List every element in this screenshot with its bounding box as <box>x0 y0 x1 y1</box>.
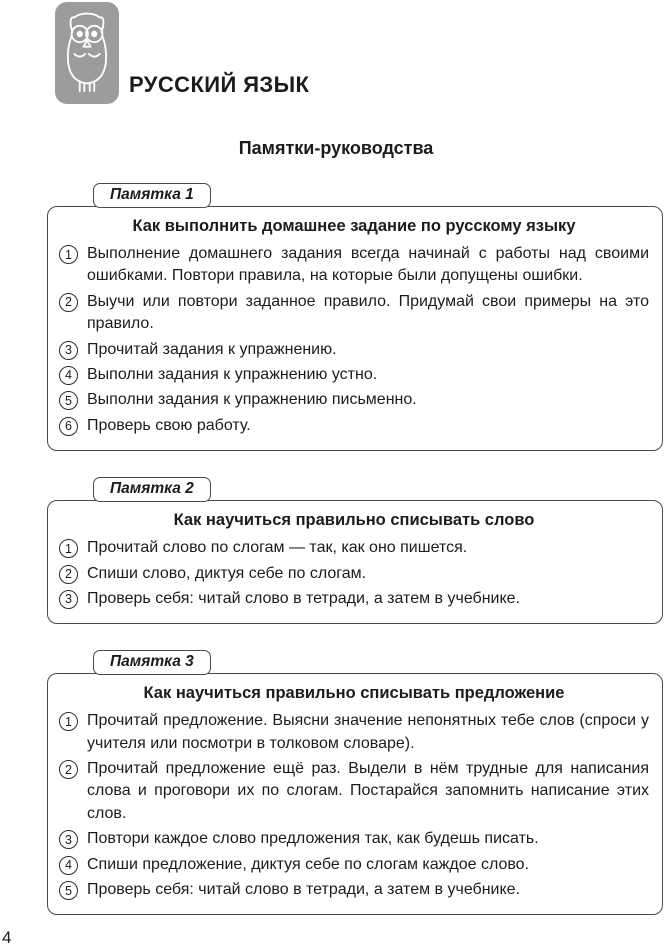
item-number: 2 <box>59 760 78 779</box>
item-text: Выполни задания к упражнению устно. <box>87 365 378 383</box>
item-number: 1 <box>59 712 78 731</box>
list-item <box>59 415 649 437</box>
list-item <box>59 291 649 336</box>
item-number: 2 <box>59 565 78 584</box>
memo-3-tab: Памятка 3 <box>93 650 211 675</box>
page-title: Памятки-руководства <box>238 138 434 158</box>
memo-1-title: Как выполнить домашнее задание по русскому языку <box>132 217 576 235</box>
item-text: Прочитай задания к упражнению. <box>87 340 337 358</box>
memo-section-3 <box>47 648 663 915</box>
item-number: 5 <box>59 391 78 410</box>
item-text: Повтори каждое слово предложения так, как будешь писать. <box>87 830 539 848</box>
item-text: Спиши слово, диктуя себе по слогам. <box>87 564 367 582</box>
list-item <box>59 364 649 386</box>
item-number: 2 <box>59 293 78 312</box>
memo-2-title: Как научиться правильно списывать слово <box>173 511 535 530</box>
item-number: 4 <box>59 366 78 385</box>
item-text: Проверь свою работу. <box>87 416 251 434</box>
item-text: Выполни задания к упражнению письменно. <box>87 391 417 409</box>
item-number: 3 <box>59 341 78 360</box>
memo-3-list <box>59 710 649 901</box>
item-number: 3 <box>59 830 78 849</box>
item-text: Выполнение домашнего задания всегда начинай с работы над своими ошибками. Повтори правила, на которые были допущены ошибки. <box>87 245 649 285</box>
item-text: Прочитай слово по слогам — так, как оно пишется. <box>87 539 468 557</box>
list-item <box>59 854 649 876</box>
memo-1-list <box>59 243 649 437</box>
owl-icon <box>55 2 119 104</box>
memo-2-box <box>47 500 663 624</box>
list-item <box>59 710 649 755</box>
memo-1-box <box>47 206 663 451</box>
list-item <box>59 879 649 901</box>
item-text: Проверь себя: читай слово в тетради, а затем в учебнике. <box>87 881 520 899</box>
item-text: Выучи или повтори заданное правило. Придумай свои примеры на это правило. <box>87 292 649 333</box>
memo-3-box <box>47 673 663 915</box>
memo-section-2 <box>47 475 663 624</box>
list-item <box>59 563 649 585</box>
memo-3-title: Как научиться правильно списывать предложение <box>143 684 565 703</box>
subject-title: РУССКИЙ ЯЗЫК <box>129 72 310 97</box>
memo-1-tab: Памятка 1 <box>93 183 211 208</box>
list-item <box>59 389 649 411</box>
list-item <box>59 828 649 850</box>
page-number: 4 <box>2 928 12 947</box>
item-text: Прочитай предложение. Выясни значение непонятных тебе слов (спроси у учителя или посмотри в толковом словаре). <box>87 712 649 752</box>
memo-section-1 <box>47 181 663 451</box>
list-item <box>59 758 649 825</box>
item-number: 5 <box>59 881 78 900</box>
item-number: 1 <box>59 245 78 264</box>
list-item <box>59 243 649 288</box>
memo-2-tab: Памятка 2 <box>93 477 211 502</box>
list-item <box>59 339 649 361</box>
item-text: Проверь себя: читай слово в тетради, а затем в учебнике. <box>87 589 520 607</box>
item-text: Прочитай предложение ещё раз. Выдели в нём трудные для написания слова и проговори их по слогам. Постарайся запомнить написание этих слов. <box>87 760 649 822</box>
list-item <box>59 588 649 610</box>
item-number: 6 <box>59 417 78 436</box>
item-number: 1 <box>59 539 78 558</box>
memo-2-list <box>59 537 649 610</box>
item-text: Спиши предложение, диктуя себе по слогам каждое слово. <box>87 855 530 873</box>
item-number: 3 <box>59 590 78 609</box>
list-item <box>59 537 649 559</box>
item-number: 4 <box>59 856 78 875</box>
chapter-header <box>0 0 672 104</box>
